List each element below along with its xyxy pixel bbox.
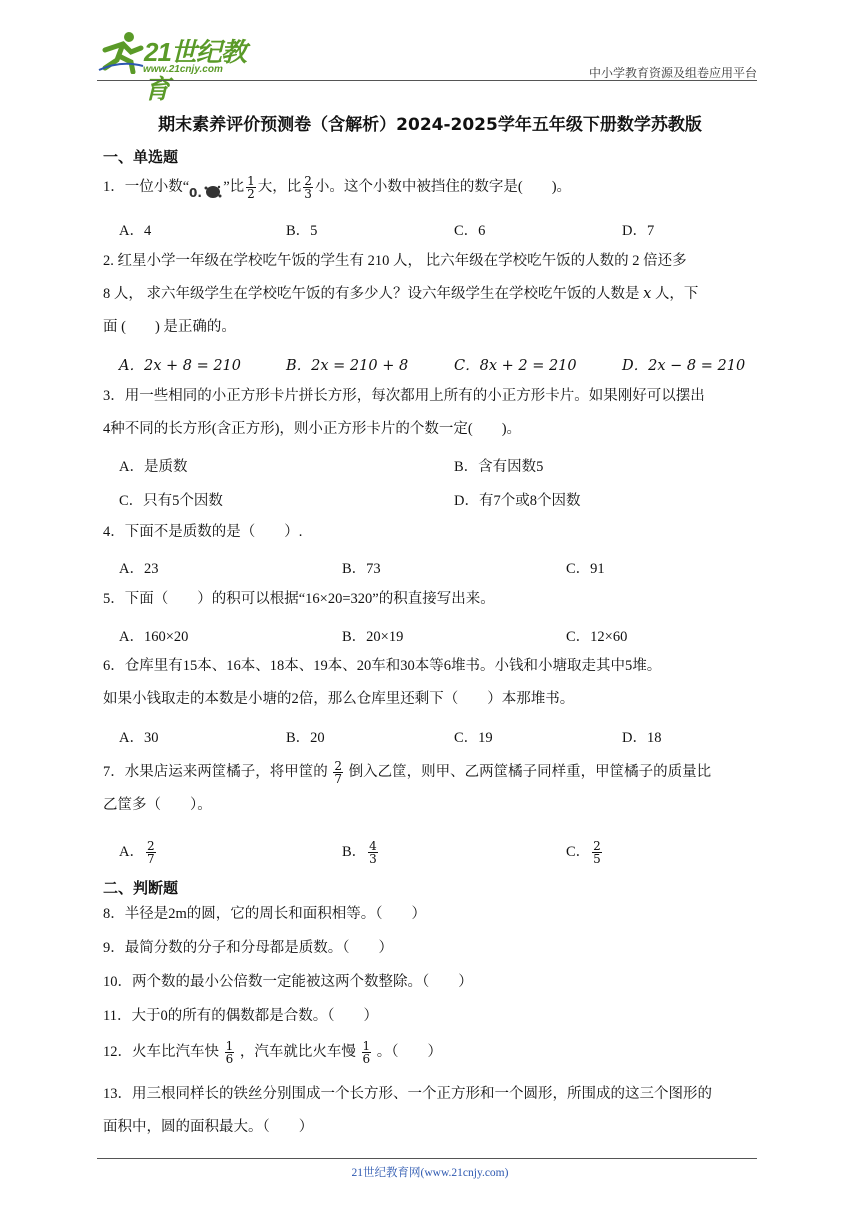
question-5-options [119, 625, 759, 649]
option-a: A．2x + 8 = 210 [119, 358, 242, 374]
option-a: A． $\frac{2}{7}$ [119, 839, 155, 867]
page-title: 期末素养评价预测卷（含解析）2024-2025学年五年级下册数学苏教版 [158, 115, 702, 135]
option-d: D．2x − 8 = 210 [622, 358, 746, 374]
option-a: A．是质数 [119, 459, 188, 475]
question-6: 6．仓库里有15本、16本、18本、19本、20车和30本等6堆书。小钱和小塘取走其中5堆。 如果小钱取走的本数是小塘的2倍，那么仓库里还剩下（ ）本那堆书。 [103, 658, 662, 707]
option-a: A．160×20 [119, 629, 189, 645]
option-b: B．20 [286, 730, 325, 746]
question-3: 3．用一些相同的小正方形卡片拼长方形，每次都用上所有的小正方形卡片。如果刚好可以摆出 4种不同的长方形(含正方形)，则小正方形卡片的个数一定( )。 [103, 388, 705, 437]
header-divider [97, 80, 757, 81]
section-heading-single-choice: 一、单选题 [103, 148, 179, 166]
option-b: B．5 [286, 223, 318, 239]
option-c: C．6 [454, 223, 486, 239]
option-b: B．含有因数5 [454, 459, 544, 475]
logo-url: www.21cnjy.com [143, 64, 223, 75]
option-c: C．只有5个因数 [119, 493, 223, 509]
option-c: C．19 [454, 730, 493, 746]
runner-logo-icon [97, 30, 145, 74]
logo-text: 21世纪教育 [144, 37, 246, 104]
question-4-options [119, 557, 759, 581]
option-a: A．4 [119, 223, 152, 239]
question-8: 8．半径是2m的圆，它的周长和面积相等。（ ） [103, 906, 427, 922]
option-c: C． $\frac{2}{5}$ [566, 839, 601, 867]
fraction: $\frac{1}{6}$ [362, 1039, 371, 1067]
question-11: 11．大于0的所有的偶数都是合数。（ ） [103, 1008, 378, 1024]
option-a: A．23 [119, 561, 159, 577]
option-b: B．2x = 210 + 8 [286, 358, 409, 374]
svg-text:0.: 0. [189, 185, 203, 200]
question-2: 2. 红星小学一年级在学校吃午饭的学生有 210 人， 比六年级在学校吃午饭的人数的 2 倍还多 8 人， 求六年级学生在学校吃午饭的有多少人？设六年级学生在学校吃午饭的人数是 x 人，下 面 ( ) 是正确的。 [103, 253, 699, 335]
fraction: $\frac{1}{6}$ [225, 1039, 234, 1067]
footer-divider [97, 1158, 757, 1159]
site-logo [97, 30, 267, 104]
question-7: 7．水果店运来两筐橘子，将甲筐的 $\frac{2}{7}$ 倒入乙筐，则甲、乙两筐橘子同样重，甲筐橘子的质量比 乙筐多（ ）。 [103, 759, 712, 813]
footer-link[interactable]: 21世纪教育网(www.21cnjy.com) [351, 1167, 509, 1179]
option-a: A．30 [119, 730, 159, 746]
question-9: 9．最简分数的分子和分母都是质数。（ ） [103, 940, 393, 956]
question-10: 10．两个数的最小公倍数一定能被这两个数整除。（ ） [103, 974, 473, 990]
section-heading-true-false: 二、判断题 [103, 879, 179, 897]
option-d: D．有7个或8个因数 [454, 493, 581, 509]
question-5: 5．下面（ ）的积可以根据“16×20=320”的积直接写出来。 [103, 591, 495, 607]
option-b: B．73 [342, 561, 381, 577]
option-c: C．91 [566, 561, 605, 577]
question-1-options [119, 219, 759, 243]
option-d: D．7 [622, 223, 655, 239]
option-c: C．8x + 2 = 210 [454, 358, 577, 374]
question-2-options [119, 354, 759, 378]
option-d: D．18 [622, 730, 662, 746]
option-b: B． $\frac{4}{3}$ [342, 839, 377, 867]
question-6-options [119, 726, 759, 750]
fraction: $\frac{1}{2}$ [247, 174, 255, 202]
platform-name: 中小学教育资源及组卷应用平台 [588, 66, 757, 80]
ink-blot-icon [189, 180, 223, 200]
question-12: 12．火车比汽车快 $\frac{1}{6}$ ，汽车就比火车慢 $\frac{1}{6}$ 。（ ） [103, 1039, 443, 1067]
question-7-options [119, 840, 759, 870]
page-header [97, 30, 757, 104]
fraction: $\frac{2}{3}$ [304, 174, 312, 202]
question-3-options-row1 [119, 455, 759, 479]
fraction: $\frac{2}{7}$ [334, 759, 343, 787]
question-13: 13．用三根同样长的铁丝分别围成一个长方形、一个正方形和一个圆形，所围成的这三个图形的 面积中，圆的面积最大。（ ） [103, 1086, 712, 1135]
question-1: 1．一位小数“ 0. ”比 $\frac{1}{2}$ 大，比 $\frac{2}{3}$ 小。这个小数中被挡住的数字是( )。 [103, 174, 572, 202]
question-3-options-row2 [119, 489, 759, 513]
question-4: 4．下面不是质数的是（ ）. [103, 524, 303, 540]
option-c: C．12×60 [566, 629, 628, 645]
option-b: B．20×19 [342, 629, 404, 645]
